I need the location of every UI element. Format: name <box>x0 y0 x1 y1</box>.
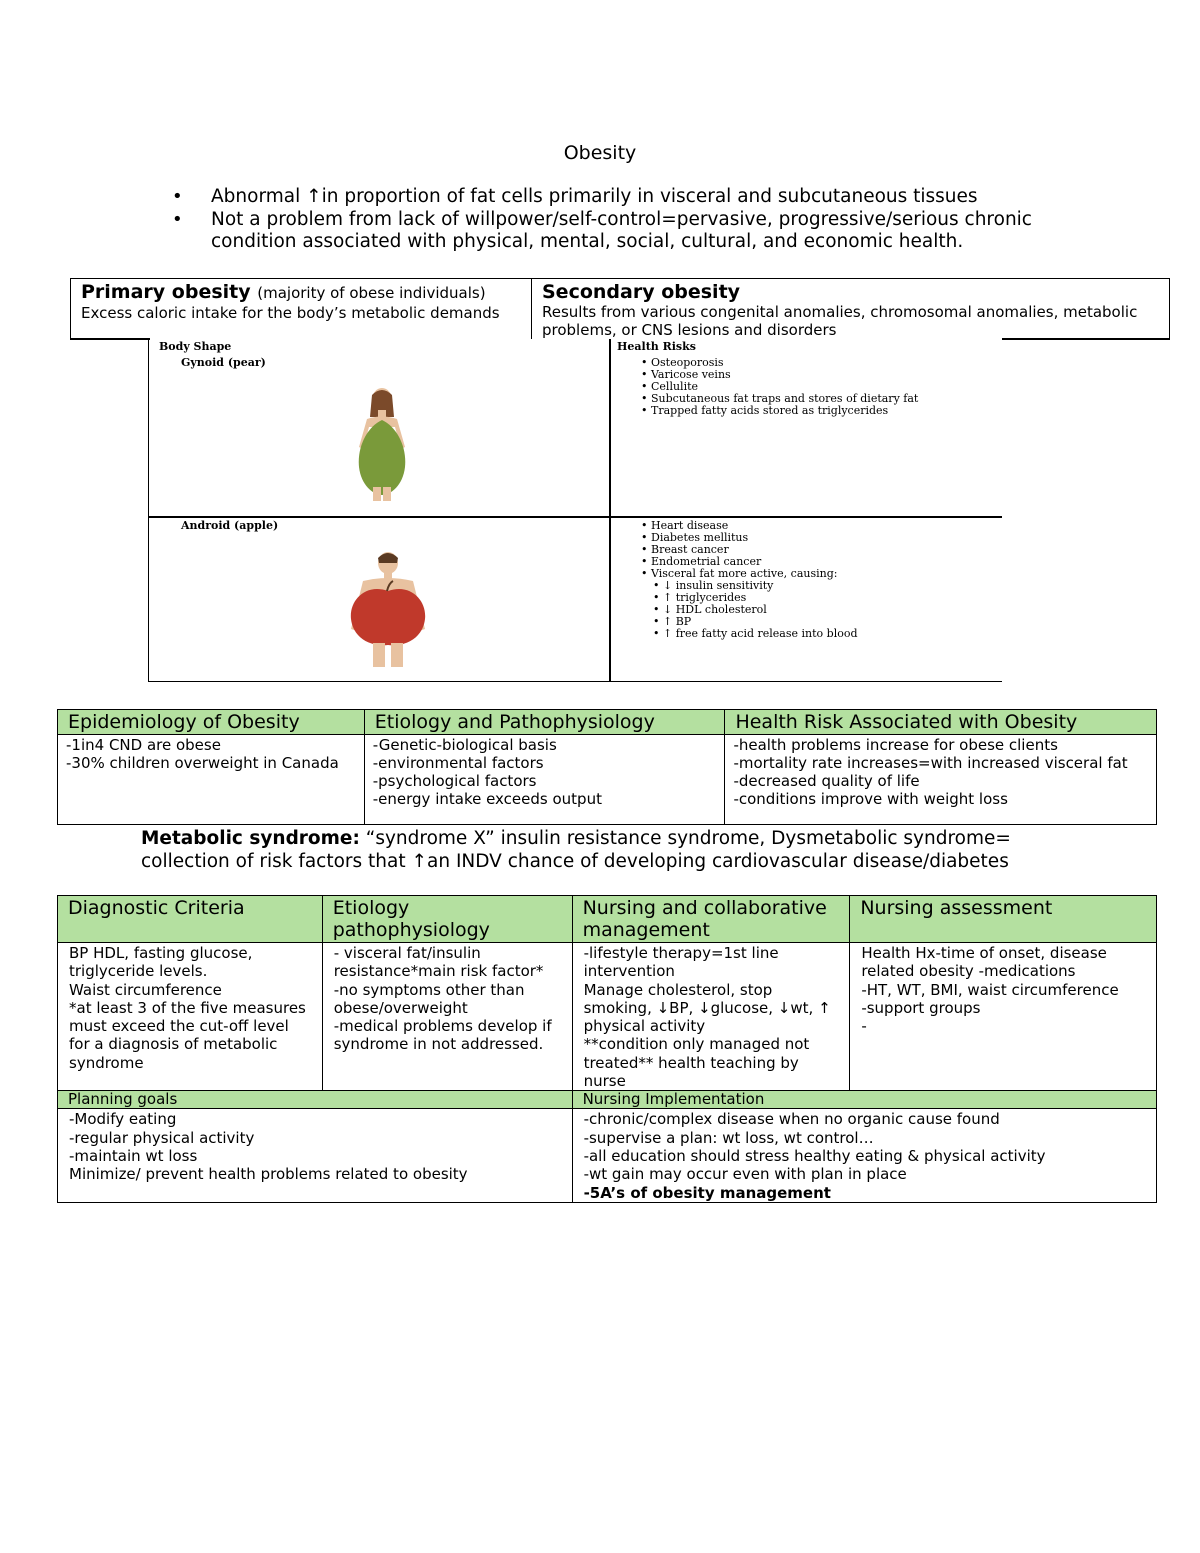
intro-bullets <box>172 186 1052 254</box>
table-cell <box>322 943 572 1091</box>
cell-line: *at least 3 of the five measures must exceed the cut-off level for a diagnosis of metabolic syndrome <box>69 998 306 1072</box>
obesity-types-box <box>70 278 1170 339</box>
risk-item: • Subcutaneous fat traps and stores of dietary fat <box>641 393 918 405</box>
table-header: Etiology and Pathophysiology <box>364 710 725 735</box>
metabolic-text: “syndrome X” insulin resistance syndrome, Dysmetabolic syndrome= collection of risk factors that ↑an INDV chance of developing cardiovascular disease/diabetes <box>141 828 1011 872</box>
risk-item: • Osteoporosis <box>641 357 918 369</box>
cell-line: -30% children overweight in Canada <box>66 754 339 772</box>
metabolic-syndrome-definition <box>141 828 1041 873</box>
pear-body-illustration <box>337 387 427 502</box>
body-shape-figure <box>148 339 1002 682</box>
metabolic-syndrome-table <box>57 895 1157 1203</box>
cell-line: -Genetic-biological basis <box>372 736 557 754</box>
cell-line: -regular physical activity <box>69 1128 255 1147</box>
risk-subitem: • ↓ insulin sensitivity <box>641 580 858 592</box>
table-cell <box>725 735 1157 825</box>
bullet-item: • Not a problem from lack of willpower/self-control=pervasive, progressive/serious chronic condition associated with physical, mental, social, cultural, and economic health. <box>172 209 1052 254</box>
android-label: Android (apple) <box>181 519 279 532</box>
cell-line: Manage cholesterol, stop smoking, ↓BP, ↓glucose, ↓wt, ↑ physical activity <box>583 980 831 1036</box>
cell-line: Health Hx-time of onset, disease related obesity -medications <box>861 944 1107 981</box>
risk-item: • Visceral fat more active, causing: <box>641 568 858 580</box>
epidemiology-table <box>57 709 1157 825</box>
cell-line: -energy intake exceeds output <box>372 790 602 808</box>
table-cell <box>850 943 1157 1091</box>
table-cell <box>58 943 323 1091</box>
gynoid-risks-list <box>641 357 918 417</box>
health-risks-label: Health Risks <box>617 340 696 353</box>
cell-line: -conditions improve with weight loss <box>733 790 1008 808</box>
cell-line-bold: -5A’s of obesity management <box>583 1183 831 1202</box>
cell-line: -wt gain may occur even with plan in place <box>583 1165 907 1184</box>
risk-item: • Diabetes mellitus <box>641 532 858 544</box>
cell-line: - <box>861 1017 867 1036</box>
cell-line: -health problems increase for obese clients <box>733 736 1058 754</box>
android-risks-list <box>641 520 858 640</box>
table-cell <box>572 943 850 1091</box>
table-header: Diagnostic Criteria <box>58 896 323 943</box>
cell-line: -maintain wt loss <box>69 1146 198 1165</box>
cell-line: -supervise a plan: wt loss, wt control… <box>583 1128 874 1147</box>
cell-line: -lifestyle therapy=1st line intervention <box>583 944 779 981</box>
cell-line: -decreased quality of life <box>733 772 920 790</box>
cell-line: - visceral fat/insulin resistance*main risk factor* <box>333 944 544 981</box>
risk-subitem: • ↑ BP <box>641 616 858 628</box>
cell-line: BP HDL, fasting glucose, triglyceride levels. <box>69 944 253 981</box>
body-shape-label: Body Shape <box>159 340 232 353</box>
primary-text: Excess caloric intake for the body’s metabolic demands <box>81 304 500 322</box>
primary-obesity-cell <box>71 279 532 339</box>
cell-line: -environmental factors <box>372 754 544 772</box>
cell-line: Minimize/ prevent health problems related to obesity <box>69 1165 468 1184</box>
risk-item: • Trapped fatty acids stored as triglycerides <box>641 405 918 417</box>
risk-item: • Cellulite <box>641 381 918 393</box>
cell-line: **condition only managed not treated** health teaching by nurse <box>583 1035 810 1091</box>
cell-line: -HT, WT, BMI, waist circumference <box>861 980 1119 999</box>
divider <box>70 338 150 340</box>
cell-line: Waist circumference <box>69 980 222 999</box>
secondary-heading: Secondary obesity <box>542 281 741 303</box>
cell-line: -no symptoms other than obese/overweight <box>333 980 525 1017</box>
cell-line: -1in4 CND are obese <box>66 736 221 754</box>
bullet-item: • Abnormal ↑in proportion of fat cells primarily in visceral and subcutaneous tissues <box>172 186 1052 209</box>
divider <box>1002 338 1170 340</box>
cell-line: -Modify eating <box>69 1110 177 1129</box>
table-header: Nursing and collaborative management <box>572 896 850 943</box>
metabolic-label: Metabolic syndrome: <box>141 828 360 849</box>
page-title: Obesity <box>563 142 637 164</box>
secondary-text: Results from various congenital anomalies, chromosomal anomalies, metabolic problems, or CNS lesions and disorders <box>542 303 1138 339</box>
risk-subitem: • ↑ triglycerides <box>641 592 858 604</box>
cell-line: -all education should stress healthy eating & physical activity <box>583 1146 1046 1165</box>
risk-item: • Endometrial cancer <box>641 556 858 568</box>
risk-item: • Heart disease <box>641 520 858 532</box>
risk-item: • Varicose veins <box>641 369 918 381</box>
primary-heading: Primary obesity <box>81 281 251 303</box>
apple-shape <box>351 589 425 645</box>
table-cell <box>58 735 365 825</box>
risk-subitem: • ↓ HDL cholesterol <box>641 604 858 616</box>
apple-body-illustration <box>333 551 443 669</box>
implementation-header: Nursing Implementation <box>572 1091 1156 1109</box>
table-header: Nursing assessment <box>850 896 1157 943</box>
cell-line: -medical problems develop if syndrome in not addressed. <box>333 1017 552 1054</box>
implementation-cell <box>572 1109 1156 1202</box>
gynoid-label: Gynoid (pear) <box>181 356 266 369</box>
risk-item: • Breast cancer <box>641 544 858 556</box>
planning-cell <box>58 1109 573 1202</box>
risk-subitem: • ↑ free fatty acid release into blood <box>641 628 858 640</box>
cell-line: -psychological factors <box>372 772 537 790</box>
table-cell <box>364 735 725 825</box>
table-header: Health Risk Associated with Obesity <box>725 710 1157 735</box>
planning-header: Planning goals <box>58 1091 573 1109</box>
table-header: Etiology pathophysiology <box>322 896 572 943</box>
cell-line: -mortality rate increases=with increased visceral fat <box>733 754 1128 772</box>
primary-note: (majority of obese individuals) <box>257 284 486 302</box>
table-header: Epidemiology of Obesity <box>58 710 365 735</box>
cell-line: -chronic/complex disease when no organic cause found <box>583 1110 1000 1129</box>
secondary-obesity-cell <box>532 279 1169 339</box>
cell-line: -support groups <box>861 998 981 1017</box>
